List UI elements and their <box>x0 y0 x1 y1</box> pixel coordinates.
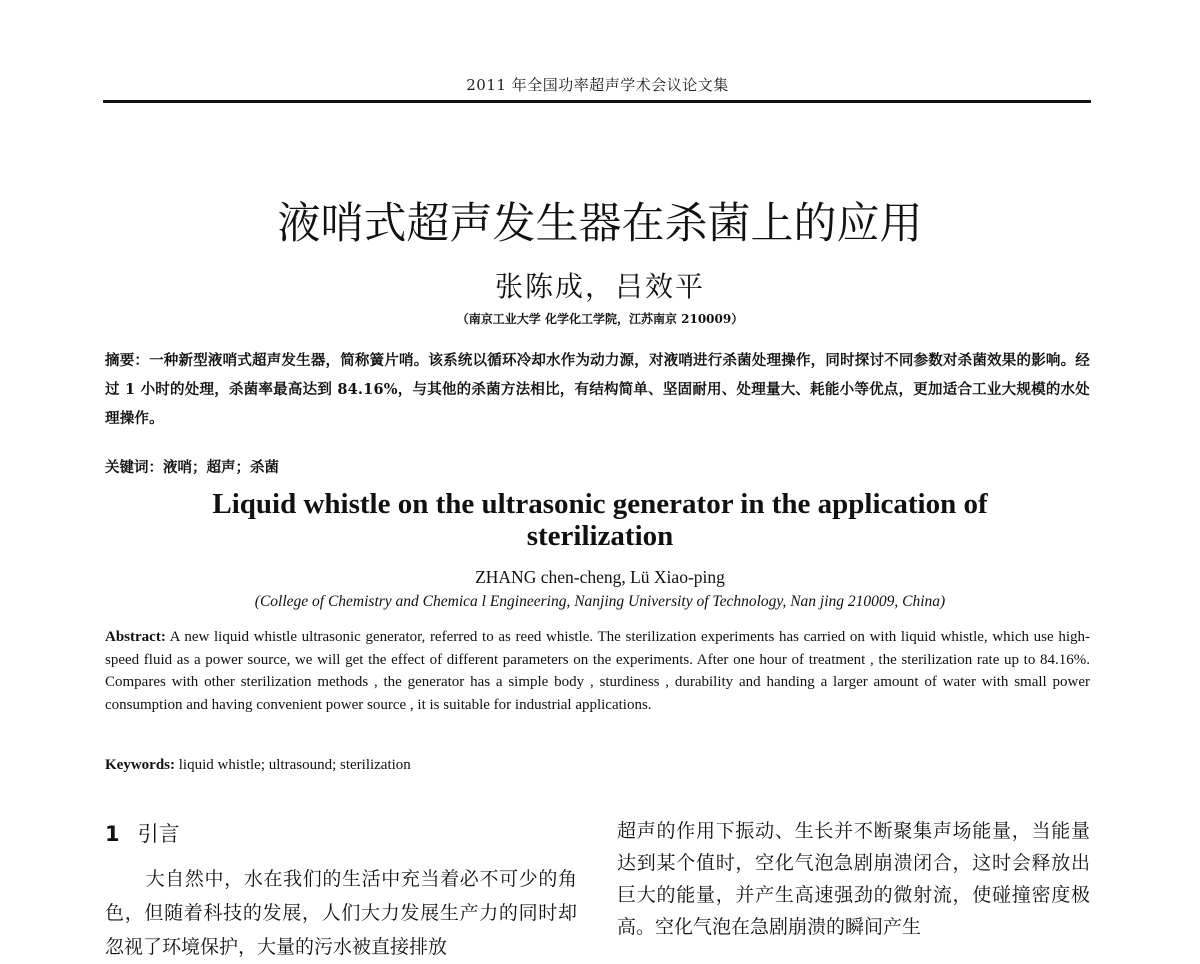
keywords-en-text: liquid whistle; ultrasound; sterilization <box>175 757 411 773</box>
keywords-zh: 关键词：液哨；超声；杀菌 <box>105 459 279 476</box>
body-column-left <box>105 862 577 964</box>
keywords-en-label: Keywords: <box>105 757 175 773</box>
abstract-zh-text: 一种新型液哨式超声发生器，简称簧片哨。该系统以循环冷却水作为动力源，对液哨进行杀菌处理操作，同时探讨不同参数对杀菌效果的影响。经过 1 小时的处理，杀菌率最高达到 84.16%，与其他的杀菌方法相比，有结构简单、坚固耐用、处理量大、耗能小等优点，更加适合工业大规模的水处理操作。 <box>105 352 1090 427</box>
paper-title-en: Liquid whistle on the ultrasonic generator in the application of sterilization <box>212 488 988 552</box>
authors-en: ZHANG chen-cheng, Lü Xiao-ping <box>475 567 725 587</box>
section-title: 引言 <box>137 822 180 846</box>
affiliation-en: (College of Chemistry and Chemica l Engineering, Nanjing University of Technology, Nan jing 210009, China) <box>254 593 946 610</box>
running-head: 2011 年全国功率超声学术会议论文集 <box>466 76 729 94</box>
section-number: 1 <box>105 822 120 846</box>
abstract-zh <box>105 346 1090 433</box>
affiliation-zh: （南京工业大学 化学化工学院，江苏南京 210009） <box>456 312 744 326</box>
keywords-en <box>105 757 1090 774</box>
abstract-zh-label: 摘要： <box>105 352 150 369</box>
authors-zh: 张陈成，吕效平 <box>494 270 705 303</box>
abstract-en-label: Abstract: <box>105 629 166 645</box>
body-column-right: 超声的作用下振动、生长并不断聚集声场能量，当能量达到某个值时，空化气泡急剧崩溃闭合，这时会释放出巨大的能量，并产生高速强劲的微射流，使碰撞密度极高。空化气泡在急剧崩溃的瞬间产生 <box>617 820 1090 938</box>
abstract-en-text: A new liquid whistle ultrasonic generator, referred to as reed whistle. The sterilization experiments has carried on with liquid whistle, which use high-speed fluid as a power source, we will get the effect of different parameters on the experiments. After one hour of treatment , the sterilization rate up to 84.16%. Compares with other sterilization methods , the generator has a simple body , sturdiness , durability and handing a larger amount of water with small power consumption and having convenient power source , it is suitable for industrial applications. <box>105 629 1090 713</box>
section-heading-intro <box>105 818 180 848</box>
body-left-text: 大自然中，水在我们的生活中充当着必不可少的角色，但随着科技的发展，人们大力发展生产力的同时却忽视了环境保护，大量的污水被直接排放 <box>105 868 577 958</box>
header-rule <box>103 100 1091 103</box>
paper-title-zh: 液哨式超声发生器在杀菌上的应用 <box>277 199 923 249</box>
abstract-en <box>105 626 1090 716</box>
